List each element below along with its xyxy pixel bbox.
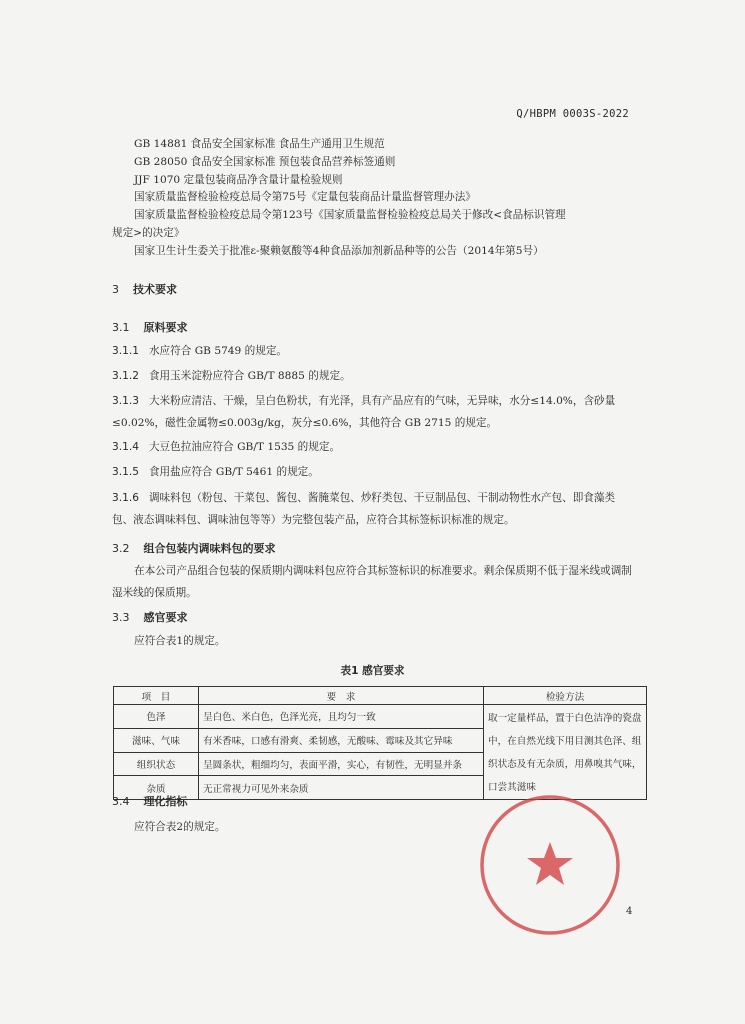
table-header-row: [114, 687, 647, 705]
requirement-cell: 呈白色、米白色，色泽光亮，且均匀一致: [199, 705, 484, 729]
company-seal-stamp: [475, 790, 625, 940]
col-header-requirement: 要 求: [199, 687, 484, 705]
section-heading-3-2: [112, 540, 276, 556]
section-3-3-body: 应符合表1的规定。: [134, 635, 226, 647]
section-heading-3: [112, 281, 177, 297]
seal-star-icon: [527, 842, 573, 885]
item-cell: 色泽: [114, 705, 199, 729]
clause-3-1-3: [112, 390, 634, 434]
clause-3-1-6: [112, 487, 634, 531]
ref-line: 国家质量监督检验检疫总局令第123号《国家质量监督检验检疫总局关于修改<食品标识管理: [134, 209, 566, 221]
clause-number: 3.1.6: [112, 492, 139, 504]
clause-3-1-1: [112, 340, 634, 362]
item-cell: 组织状态: [114, 752, 199, 776]
requirement-cell: 有米香味，口感有滑爽、柔韧感，无酸味、霉味及其它异味: [199, 728, 484, 752]
clause-text: 大米粉应清洁、干燥，呈白色粉状，有光泽，具有产品应有的气味，无异味，水分≤14.0%，含砂量≤0.02%，磁性金属物≤0.003g/kg，灰分≤0.6%，其他符合 GB 2715 的规定。: [112, 395, 616, 429]
method-cell: 取一定量样品，置于白色洁净的瓷盘中，在自然光线下用目测其色泽、组织状态及有无杂质，用鼻嗅其气味，口尝其滋味: [484, 705, 647, 800]
section-3-4-body: 应符合表2的规定。: [134, 821, 226, 833]
section-title: 原料要求: [143, 321, 188, 334]
item-cell: 杂质: [114, 776, 199, 800]
ref-line: GB 28050 食品安全国家标准 预包装食品营养标签通则: [134, 156, 396, 168]
section-number: 3: [112, 283, 119, 296]
section-number: 3.2: [112, 542, 130, 555]
table-caption: 表1 感官要求: [340, 665, 405, 677]
clause-text: 食用玉米淀粉应符合 GB/T 8885 的规定。: [148, 370, 351, 382]
ref-line: 规定>的决定》: [112, 227, 185, 239]
section-title: 技术要求: [133, 283, 177, 296]
clause-3-1-2: [112, 365, 634, 387]
ref-line: JJF 1070 定量包装商品净含量计量检验规则: [134, 174, 343, 186]
clause-3-1-4: [112, 436, 634, 458]
section-number: 3.1: [112, 321, 130, 334]
doc-code: Q/HBPM 0003S-2022: [516, 108, 629, 120]
requirement-cell: 呈圆条状，粗细均匀，表面平滑，实心，有韧性，无明显并条: [199, 752, 484, 776]
requirement-cell: 无正常视力可见外来杂质: [199, 776, 484, 800]
section-heading-3-3: [112, 609, 188, 625]
clause-number: 3.1.5: [112, 466, 139, 478]
clause-text: 大豆色拉油应符合 GB/T 1535 的规定。: [148, 441, 341, 453]
section-heading-3-4: [112, 793, 188, 809]
section-3-2-body: 在本公司产品组合包装的保质期内调味料包应符合其标签标识的标准要求。剩余保质期不低于湿米线或调制湿米线的保质期。: [112, 565, 632, 599]
clause-text: 食用盐应符合 GB/T 5461 的规定。: [148, 466, 319, 478]
col-header-item: 项 目: [114, 687, 199, 705]
clause-number: 3.1.1: [112, 345, 139, 357]
clause-number: 3.1.2: [112, 370, 139, 382]
ref-line: 国家质量监督检验检疫总局令第75号《定量包装商品计量监督管理办法》: [134, 191, 476, 203]
clause-text: 水应符合 GB 5749 的规定。: [148, 345, 288, 357]
ref-line: GB 14881 食品安全国家标准 食品生产通用卫生规范: [134, 138, 385, 150]
ref-line: 国家卫生计生委关于批准ε-聚赖氨酸等4种食品添加剂新品种等的公告（2014年第5号）: [134, 245, 544, 257]
clause-number: 3.1.4: [112, 441, 139, 453]
section-title: 组合包装内调味料包的要求: [143, 542, 276, 555]
clause-3-1-5: [112, 461, 634, 483]
sensory-table: [113, 686, 647, 800]
clause-text: 调味料包（粉包、干菜包、酱包、酱腌菜包、炒籽类包、干豆制品包、干制动物性水产包、即食藻类包、液态调味料包、调味油包等等）为完整包装产品，应符合其标签标识标准的规定。: [112, 492, 616, 526]
clause-number: 3.1.3: [112, 395, 139, 407]
col-header-method: 检验方法: [484, 687, 647, 705]
section-number: 3.4: [112, 795, 130, 808]
item-cell: 滋味、气味: [114, 728, 199, 752]
table-row: [114, 705, 647, 729]
section-title: 理化指标: [143, 795, 188, 808]
section-title: 感官要求: [143, 611, 188, 624]
section-number: 3.3: [112, 611, 130, 624]
page-number: 4: [626, 906, 633, 917]
section-heading-3-1: [112, 319, 188, 335]
